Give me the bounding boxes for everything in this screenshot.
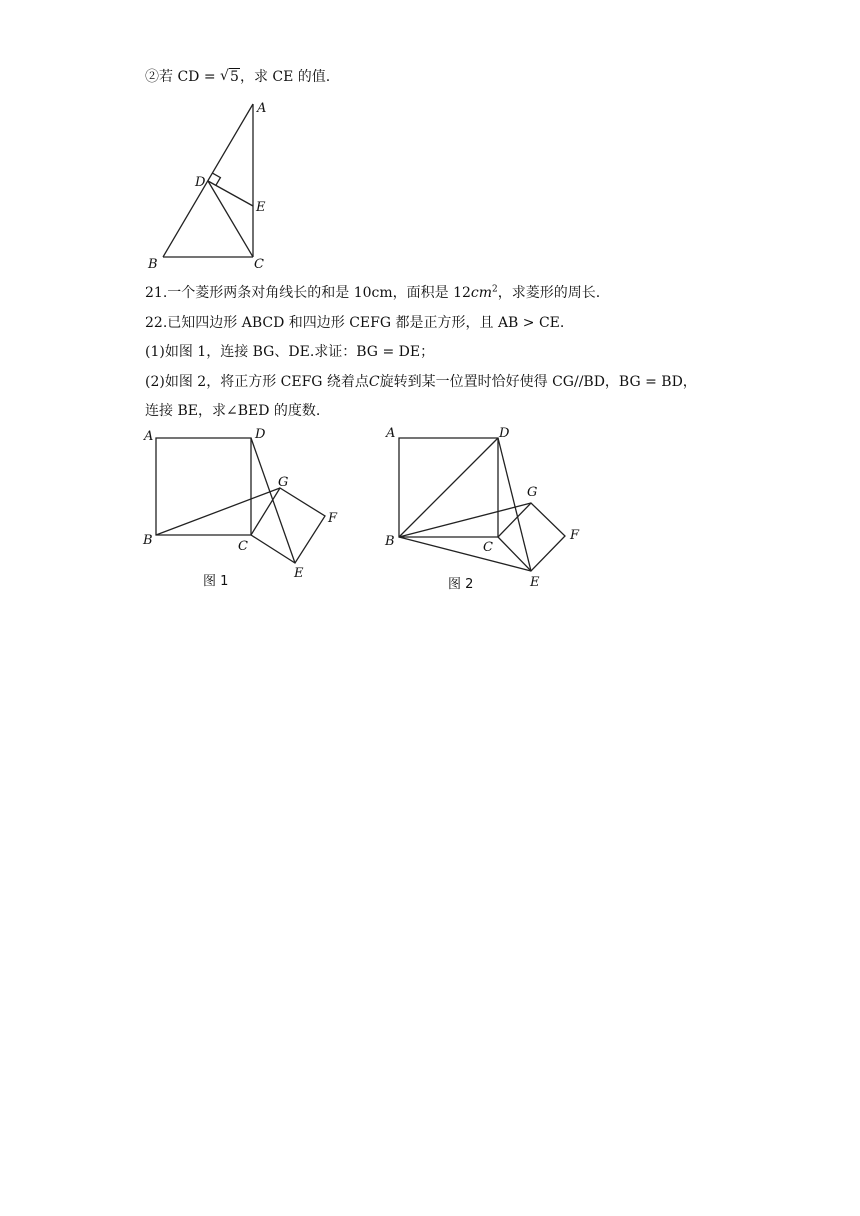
label-B: B bbox=[148, 257, 158, 272]
label-A: A bbox=[386, 426, 396, 441]
label-B: B bbox=[385, 534, 395, 549]
segment-BE bbox=[399, 537, 531, 571]
segment-BD bbox=[399, 438, 498, 537]
square-CEFG bbox=[498, 503, 565, 571]
q22-part1: (1)如图 1，连接 BG、DE.求证：BG = DE； bbox=[145, 344, 435, 360]
q22-part2-prefix: (2)如图 2，将正方形 CEFG 绕着点 bbox=[145, 374, 369, 390]
q22-part2-point: C bbox=[368, 374, 380, 390]
label-E: E bbox=[530, 575, 540, 590]
label-C: C bbox=[254, 257, 264, 272]
sqrt-expression: √ 5 bbox=[220, 68, 239, 85]
q22-part2-line2: 连接 BE，求∠BED 的度数. bbox=[145, 403, 321, 419]
label-C: C bbox=[238, 539, 248, 554]
label-F: F bbox=[570, 528, 580, 543]
label-G: G bbox=[278, 475, 289, 490]
label-A: A bbox=[144, 429, 154, 444]
label-E: E bbox=[256, 200, 266, 215]
label-E: E bbox=[294, 566, 304, 581]
q21-suffix: ，求菱形的周长. bbox=[497, 285, 601, 301]
label-G: G bbox=[527, 485, 538, 500]
q21-power: 2 bbox=[492, 284, 498, 295]
label-F: F bbox=[328, 511, 338, 526]
label-D: D bbox=[499, 426, 510, 441]
segment-BG bbox=[399, 503, 531, 537]
q22-stem: 22.已知四边形 ABCD 和四边形 CEFG 都是正方形，且 AB > CE. bbox=[145, 315, 565, 331]
figure-1-caption: 图 1 bbox=[203, 574, 229, 589]
label-D: D bbox=[195, 175, 206, 190]
figure-2-caption: 图 2 bbox=[448, 577, 474, 592]
label-C: C bbox=[483, 540, 493, 555]
q21-prefix: 21.一个菱形两条对角线长的和是 10cm，面积是 12 bbox=[145, 285, 471, 301]
sqrt-radicand: 5 bbox=[230, 69, 239, 85]
q20-part2-suffix: ，求 CE 的值. bbox=[239, 69, 331, 85]
q20-part2-prefix: ②若 CD = bbox=[145, 69, 221, 85]
label-D: D bbox=[255, 427, 266, 442]
q21-unit: cm bbox=[470, 285, 493, 301]
label-A: A bbox=[257, 101, 267, 116]
q22-part2-suffix: 旋转到某一位置时恰好使得 CG//BD，BG = BD， bbox=[379, 374, 697, 390]
label-B: B bbox=[143, 533, 153, 548]
